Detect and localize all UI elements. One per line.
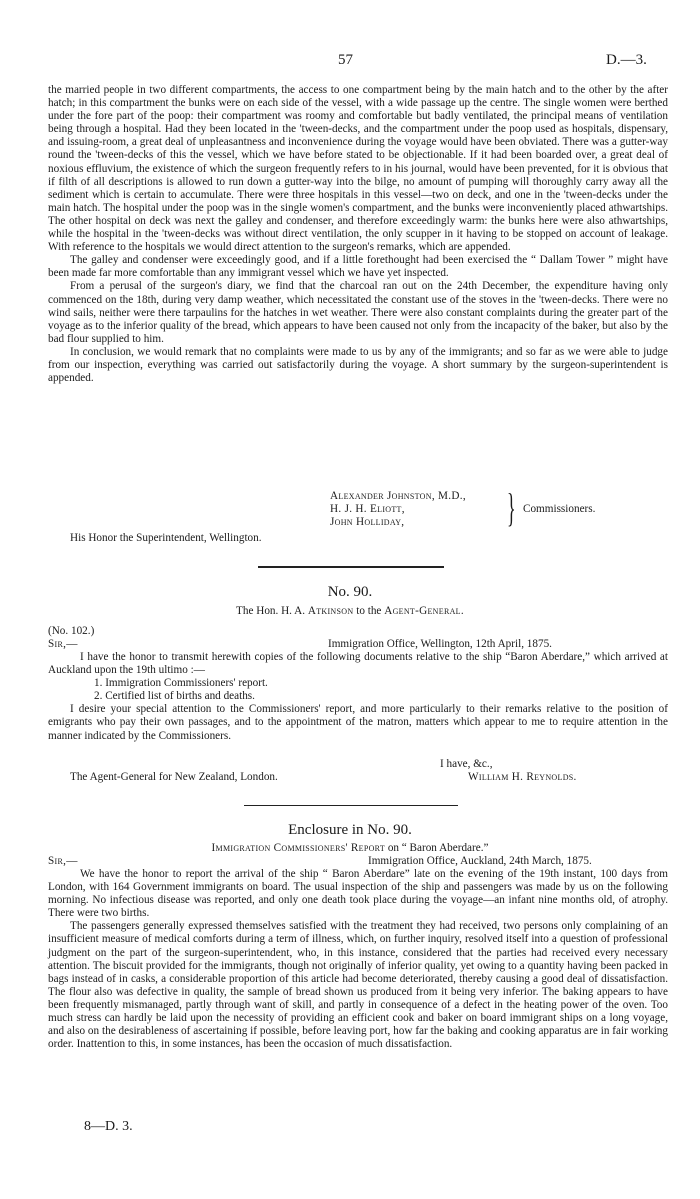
letter-number: No. 90. (327, 584, 373, 600)
page-number: 57 (338, 52, 353, 68)
letter-heading-pre: The Hon. H. A. (236, 605, 306, 617)
letter-addressee: The Agent-General for New Zealand, London. (70, 771, 278, 783)
enclosure-body (48, 868, 668, 1051)
letter-closing: I have, &c., (440, 758, 493, 770)
signature-name: Alexander Johnston, M.D., (330, 490, 466, 502)
section-divider (258, 566, 444, 568)
enclosure-paragraph: The passengers generally expressed themselves satisfied with the treatment they had received, two persons only complaining of an insufficient measure of medical comforts during a term of illness, which, on further inquiry, resolved itself into a question of professional judgment on the part of the surgeon-superintendent, who, in this instance, considered that the parties had received every necessary attention. The biscuit provided for the immigrants, though not originally of inferior quality, yet owing to a quantity having been packed in bags instead of in casks, a considerable proportion of this article had become deteriorated, thereby causing a good deal of dissatisfaction. The flour also was defective in quality, the sample of bread shown us produced from it being very inferior. The baking appears to have been frequently mismanaged, partly through want of skill, and partly in consequence of a defect in the heating power of the oven. Too much stress can hardly be laid upon the necessity of providing an efficient cook and baker on board immigrant ships on a long voyage, and also on the desirableness of ascertaining if possible, before leaving port, how far the baking and cooking apparatus are in fair working order. Inattention to this, in some instances, has been the occasion of much dissatisfaction. (48, 920, 668, 1051)
signature-mark: 8—D. 3. (84, 1119, 133, 1134)
letter-heading-title: Agent-General. (384, 605, 464, 617)
letter-signer: William H. Reynolds. (468, 771, 577, 783)
section-divider (244, 805, 458, 806)
letter-heading-mid: to the (356, 605, 382, 617)
signature-addressee: His Honor the Superintendent, Wellington. (70, 532, 262, 544)
letter-dateline: Immigration Office, Wellington, 12th April, 1875. (328, 638, 552, 650)
enclosure-title: Enclosure in No. 90. (288, 822, 412, 838)
intro-paragraph: the married people in two different compartments, the access to one compartment being by the main hatch and to the other by the after hatch; in this compartment the bunks were on each side of the vessel, with a wide passage up the centre. The single women were berthed under the fore part of the poop: their compartment was roomy and comfortable but badly ventilated, the principal means of ventilation being through a hospital. Had they been located in the 'tween-decks, and the compartment under the poop used as hospitals, dispensary, and issuing-room, a great deal of unpleasantness and inconvenience during the voyage would have been obviated. There was a gutter-way round the 'tween-decks of this the vessel, which we have before stated to be objectionable. If it had been boarded over, a great deal of noxious effluvium, the existence of which the surgeon frequently refers to in his journal, would have been prevented, for it is obvious that if filth of all descriptions is allowed to run down a gutter-way into the bilge, no amount of pumping will thoroughly carry away all the sediment which is certain to accumulate. There were three hospitals in this vessel—two on deck, and one in the 'tween-decks under the main hatch. The hospital under the poop was in the single women's compartment, and the bunks were inconveniently placed athwartships. The other hospital on deck was next the galley and condenser, and therefore exceedingly warm: the bunks here were also athwartships, while the hospital in the 'tween-decks was without direct ventilation, the only scupper in it having to be stopped on account of leakage. With reference to the hospitals we would direct attention to the surgeon's remarks, which are appended. (48, 84, 668, 254)
signature-role: Commissioners. (523, 503, 596, 515)
letter-body (48, 651, 668, 743)
intro-paragraph: The galley and condenser were exceedingly good, and if a little forethought had been exercised the “ Dallam Tower ” might have been made far more comfortable than any immigrant vessel which we have yet inspected. (48, 254, 668, 280)
enclosure-subtitle (0, 842, 700, 854)
letter-heading (0, 605, 700, 617)
intro-paragraph: In conclusion, we would remark that no complaints were made to us by any of the immigrants; and so far as we were able to judge from our inspection, everything was carried out satisfactorily during the voyage. A short summary by the surgeon-superintendent is appended. (48, 345, 668, 385)
letter-salutation: Sir,— (48, 638, 78, 650)
enclosure-salutation: Sir,— (48, 855, 78, 867)
letter-ref: (No. 102.) (48, 625, 95, 637)
letter-paragraph: I desire your special attention to the Commissioners' report, and more particularly to their remarks relative to the position of emigrants who pay their own passages, and to the appointment of the matron, matters which appear to me to require attention in the manner indicated by the Commissioners. (48, 703, 668, 742)
enclosure-paragraph: We have the honor to report the arrival of the ship “ Baron Aberdare” late on the evening of the 19th instant, 100 days from London, with 164 Government immigrants on board. The usual inspection of the ship and passengers was made by us on the following morning. No infectious disease was reported, and only one death took place during the voyage—an infant nine months old, of atrophy. There were two births. (48, 868, 668, 920)
enclosure-subtitle-report: Immigration Commissioners' Report (211, 842, 386, 854)
signature-name: John Holliday, (330, 516, 405, 528)
brace-glyph: } (507, 485, 516, 530)
signature-name: H. J. H. Eliott, (330, 503, 405, 515)
letter-list-item: 1. Immigration Commissioners' report. (94, 677, 268, 690)
letter-paragraph: I have the honor to transmit herewith copies of the following documents relative to the ship “Baron Aberdare,” which arrived at Auckland upon the 19th ultimo :— (48, 651, 668, 677)
document-reference: D.—3. (606, 52, 647, 68)
enclosure-dateline: Immigration Office, Auckland, 24th March, 1875. (368, 855, 592, 867)
intro-section (48, 84, 668, 385)
intro-paragraph: From a perusal of the surgeon's diary, we find that the charcoal ran out on the 24th December, the expenditure having only commenced on the 18th, during very damp weather, which necessitated the constant use of the stoves in the 'tween-decks. There were no wind sails, neither were there tarpaulins for the hatches in wet weather. There were also constant complaints during the greater part of the voyage as to the inferior quality of the bread, which appears to have been caused not only from the incapacity of the baker, but also by the bad flour supplied to him. (48, 280, 668, 345)
letter-list-item: 2. Certified list of births and deaths. (94, 690, 255, 703)
enclosure-subtitle-ship: on “ Baron Aberdare.” (387, 842, 489, 854)
letter-heading-name: Atkinson (307, 605, 354, 617)
